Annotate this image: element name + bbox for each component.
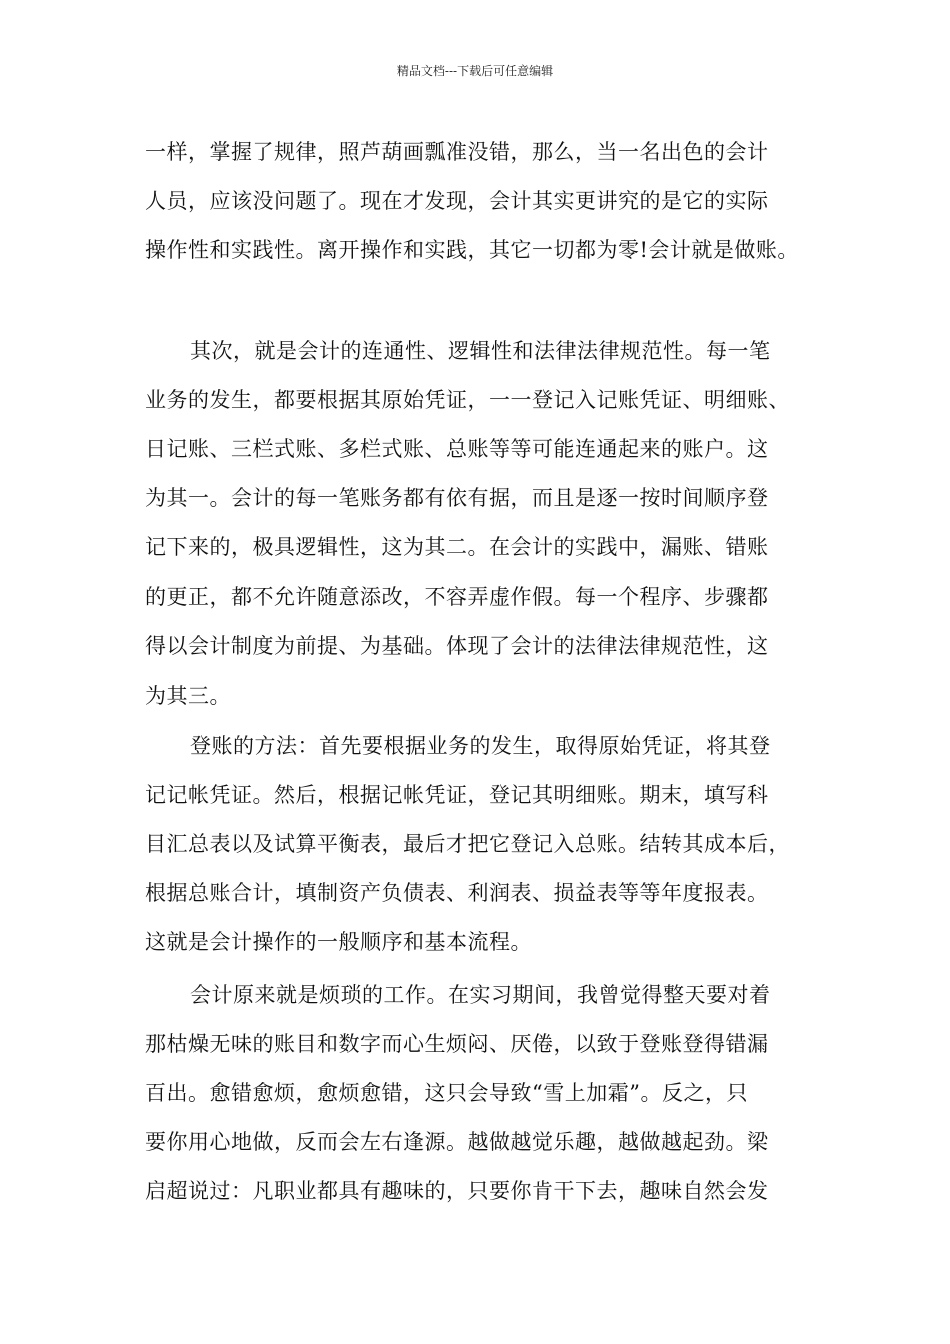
text-line: 记下来的，极具逻辑性，这为其二。在会计的实践中，漏账、错账 — [145, 535, 769, 559]
text-line: 为其三。 — [145, 684, 231, 708]
text-line: 日记账、三栏式账、多栏式账、总账等等可能连通起来的账户。这 — [145, 437, 769, 461]
page-header: 精品文档---下载后可任意编辑 — [396, 64, 554, 78]
text-line: 记记帐凭证。然后，根据记帐凭证，登记其明细账。期末，填写科 — [145, 783, 769, 807]
text-line: 要你用心地做，反而会左右逢源。越做越觉乐趣，越做越起劲。梁 — [145, 1130, 769, 1154]
text-line: 业务的发生，都要根据其原始凭证，一一登记入记账凭证、明细账、 — [145, 388, 790, 412]
text-line: 根据总账合计，填制资产负债表、利润表、损益表等等年度报表。 — [145, 881, 769, 905]
text-line: 目汇总表以及试算平衡表，最后才把它登记入总账。结转其成本后， — [145, 832, 790, 856]
text-line: 为其一。会计的每一笔账务都有依有据，而且是逐一按时间顺序登 — [145, 486, 769, 510]
text-line: 百出。愈错愈烦，愈烦愈错，这只会导致“雪上加霜”。反之，只 — [145, 1081, 748, 1105]
text-line: 这就是会计操作的一般顺序和基本流程。 — [145, 930, 532, 954]
text-line: 一样，掌握了规律，照芦葫画瓢准没错，那么，当一名出色的会计 — [145, 140, 769, 164]
text-line: 登账的方法：首先要根据业务的发生，取得原始凭证，将其登 — [190, 734, 771, 758]
text-line: 启超说过：凡职业都具有趣味的，只要你肯干下去，趣味自然会发 — [145, 1179, 769, 1203]
text-line: 得以会计制度为前提、为基础。体现了会计的法律法律规范性，这 — [145, 634, 769, 658]
text-line: 其次，就是会计的连通性、逻辑性和法律法律规范性。每一笔 — [190, 339, 771, 363]
text-line: 那枯燥无味的账目和数字而心生烦闷、厌倦，以致于登账登得错漏 — [145, 1032, 769, 1056]
text-line: 人员，应该没问题了。现在才发现，会计其实更讲究的是它的实际 — [145, 189, 769, 213]
text-line: 操作性和实践性。离开操作和实践，其它一切都为零!会计就是做账。 — [145, 238, 799, 262]
text-line: 会计原来就是烦琐的工作。在实习期间，我曾觉得整天要对着 — [190, 983, 771, 1007]
text-line: 的更正，都不允许随意添改，不容弄虚作假。每一个程序、步骤都 — [145, 585, 769, 609]
